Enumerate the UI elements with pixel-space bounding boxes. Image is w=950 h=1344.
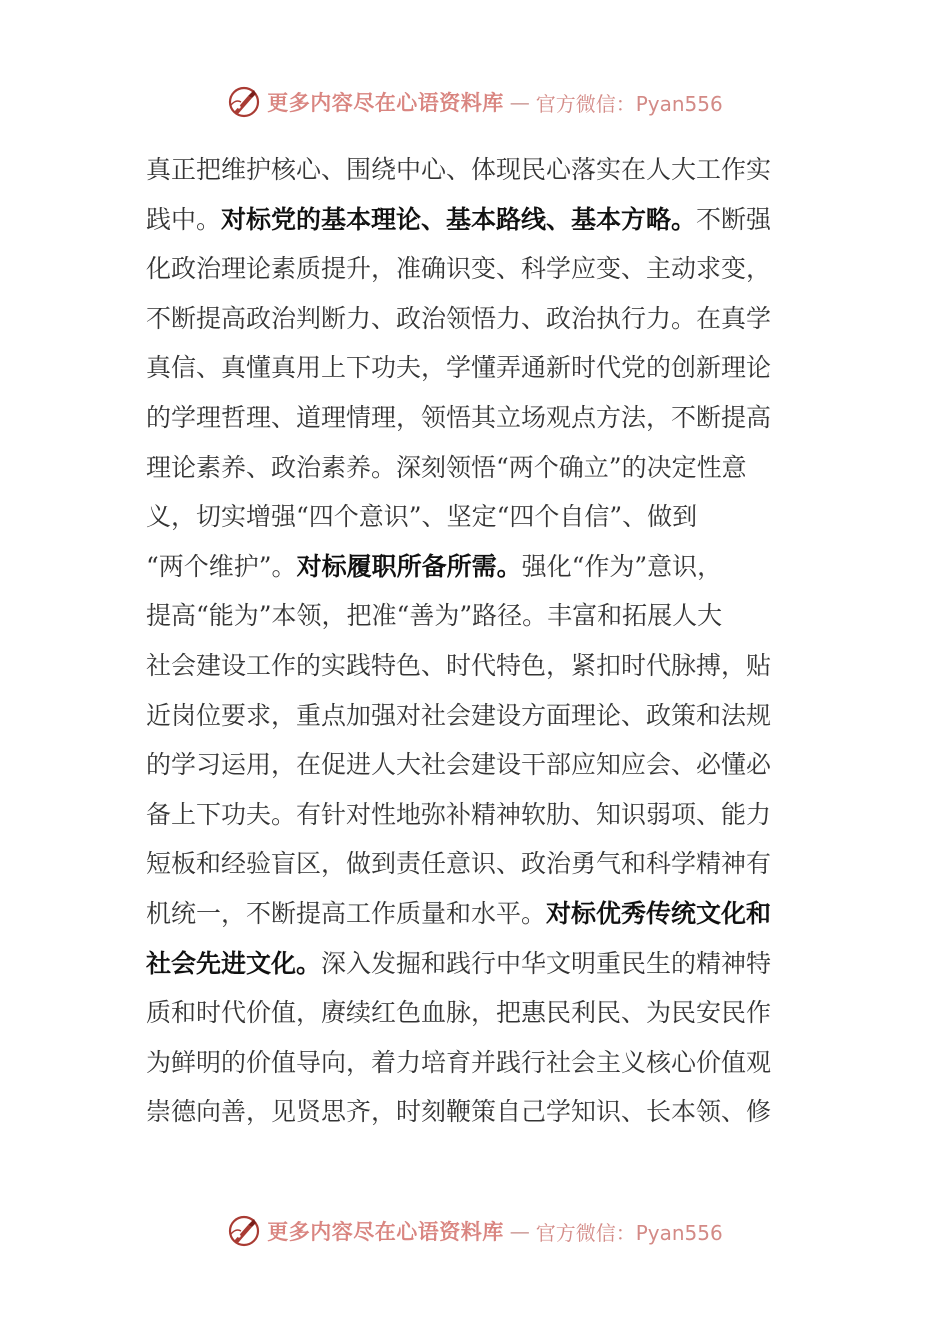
body-text: 不断强 xyxy=(696,204,772,234)
text-line xyxy=(146,492,812,542)
bold-heading-text: 对标履职所备所需。 xyxy=(296,551,522,581)
text-line xyxy=(146,343,812,393)
body-text: 社会建设工作的实践特色、时代特色，紧扣时代脉搏，贴 xyxy=(146,650,772,680)
text-line xyxy=(146,641,812,691)
body-text: 提高“能为”本领，把准“善为”路径。丰富和拓展人大 xyxy=(146,601,723,631)
document-body xyxy=(146,145,812,1137)
watermark-separator: — xyxy=(509,90,530,114)
text-line xyxy=(146,542,812,592)
pen-nib-logo-icon xyxy=(227,1214,261,1248)
text-line xyxy=(146,145,812,195)
text-line xyxy=(146,691,812,741)
text-line xyxy=(146,195,812,245)
body-text: 真信、真懂真用上下功夫，学懂弄通新时代党的创新理论 xyxy=(146,353,772,383)
watermark-contact-text: 官方微信：Pyan556 xyxy=(535,1220,723,1245)
body-text: 深入发掘和践行中华文明重民生的精神特 xyxy=(321,948,772,978)
watermark-brand-text: 更多内容尽在心语资料库 xyxy=(267,90,504,115)
body-text: 机统一，不断提高工作质量和水平。 xyxy=(146,898,547,928)
watermark-brand-text: 更多内容尽在心语资料库 xyxy=(267,1219,504,1244)
body-text: 的学习运用，在促进人大社会建设干部应知应会、必懂必 xyxy=(146,750,772,780)
body-text: 的学理哲理、道理情理，领悟其立场观点方法，不断提高 xyxy=(146,402,772,432)
text-line xyxy=(146,790,812,840)
pen-nib-logo-icon xyxy=(227,85,261,119)
body-text: 崇德向善，见贤思齐，时刻鞭策自己学知识、长本领、修 xyxy=(146,1097,772,1127)
text-line xyxy=(146,939,812,989)
footer-watermark xyxy=(0,1211,950,1251)
watermark-separator: — xyxy=(509,1219,530,1243)
bold-heading-text: 对标党的基本理论、基本路线、基本方略。 xyxy=(221,204,697,234)
body-text: 短板和经验盲区，做到责任意识、政治勇气和科学精神有 xyxy=(146,849,772,879)
text-line xyxy=(146,244,812,294)
body-text: “两个维护”。 xyxy=(146,551,297,581)
body-text: 真正把维护核心、围绕中心、体现民心落实在人大工作实 xyxy=(146,155,772,184)
text-line xyxy=(146,443,812,493)
watermark-contact-text: 官方微信：Pyan556 xyxy=(535,91,723,116)
body-text: 质和时代价值，赓续红色血脉，把惠民利民、为民安民作 xyxy=(146,998,772,1028)
text-line xyxy=(146,591,812,641)
text-line xyxy=(146,294,812,344)
header-watermark xyxy=(0,82,950,122)
text-line xyxy=(146,839,812,889)
body-text: 备上下功夫。有针对性地弥补精神软肋、知识弱项、能力 xyxy=(146,799,772,829)
body-text: 不断提高政治判断力、政治领悟力、政治执行力。在真学 xyxy=(146,303,772,333)
body-text: 强化“作为”意识， xyxy=(521,551,723,581)
bold-heading-text: 对标优秀传统文化和 xyxy=(546,898,772,928)
text-line xyxy=(146,988,812,1038)
text-line xyxy=(146,393,812,443)
text-line xyxy=(146,1087,812,1137)
body-text: 近岗位要求，重点加强对社会建设方面理论、政策和法规 xyxy=(146,700,772,730)
text-line xyxy=(146,889,812,939)
body-text: 理论素养、政治素养。深刻领悟“两个确立”的决定性意 xyxy=(146,452,747,482)
bold-heading-text: 社会先进文化。 xyxy=(146,948,322,978)
text-line xyxy=(146,1038,812,1088)
body-text: 化政治理论素质提升，准确识变、科学应变、主动求变， xyxy=(146,254,772,284)
body-text: 践中。 xyxy=(146,204,222,234)
body-text: 义，切实增强“四个意识”、坚定“四个自信”、做到 xyxy=(146,502,698,532)
body-text: 为鲜明的价值导向，着力培育并践行社会主义核心价值观 xyxy=(146,1047,772,1077)
text-line xyxy=(146,740,812,790)
